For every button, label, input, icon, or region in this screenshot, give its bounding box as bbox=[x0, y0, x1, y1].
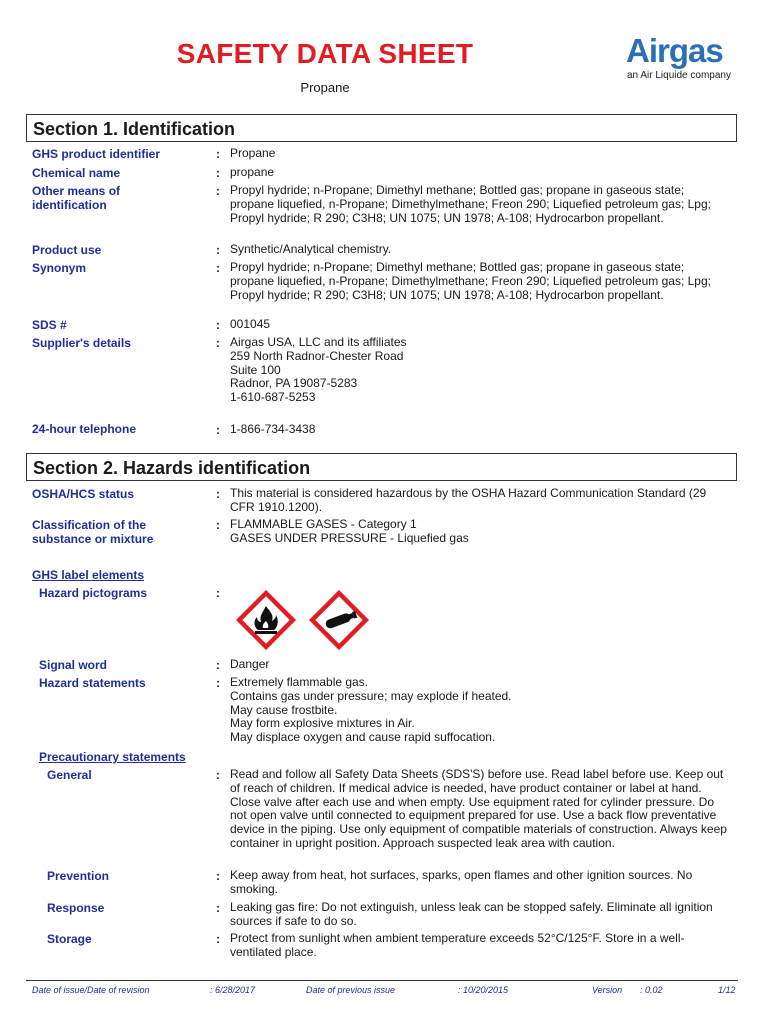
value-chemical-name: propane bbox=[230, 165, 275, 179]
label-24-hour-telephone: 24-hour telephone bbox=[32, 422, 137, 436]
value-general: Read and follow all Safety Data Sheets (SDS'S) before use. Read label before use. Keep out of reach of children. If medical advice is needed, have product container or label at hand. Close valve after each use and when empty. Use equipment rated for cylinder pressure. Do not open valve until connected to equipment prepared for use. Use a back flow preventative device in the piping. Use only equipment of compatible materials of construction. Always keep container in upright position. Approach suspected leak area with caution. bbox=[230, 767, 727, 850]
label-prevention: Prevention bbox=[47, 869, 110, 883]
value-storage: Protect from sunlight when ambient temperature exceeds 52°C/125°F. Store in a well-ventilated place. bbox=[230, 931, 685, 959]
colon: : bbox=[216, 318, 220, 332]
value-product-use: Synthetic/Analytical chemistry. bbox=[230, 242, 392, 256]
ghs-label-elements-heading: GHS label elements bbox=[32, 568, 145, 582]
footer-page-number: 1/12 bbox=[718, 985, 736, 995]
footer-version-value: : 0.02 bbox=[640, 985, 663, 995]
value-ghs-product-identifier: Propane bbox=[230, 146, 276, 160]
footer-issue-label: Date of issue/Date of revision bbox=[32, 985, 150, 995]
colon: : bbox=[216, 676, 220, 690]
value-response: Leaking gas fire: Do not extinguish, unless leak can be stopped safely. Eliminate all ignition sources if safe to do so. bbox=[230, 900, 713, 928]
label-signal-word: Signal word bbox=[39, 658, 108, 672]
flame-pictogram-icon bbox=[236, 590, 296, 650]
value-synonym: Propyl hydride; n-Propane; Dimethyl methane; Bottled gas; propane in gaseous state; propane liquefied, n-Propane; Dimethylmethane; Freon 290; Liquefied petroleum gas; Lpg; Propyl hydride; R 290; C3H8; UN 1075; UN 1978; A-108; Hydrocarbon propellant. bbox=[230, 260, 711, 302]
label-suppliers-details: Supplier's details bbox=[32, 336, 131, 350]
footer-version-label: Version bbox=[592, 985, 623, 995]
section-1-header: Section 1. Identification bbox=[26, 114, 737, 142]
colon: : bbox=[216, 336, 220, 350]
footer-prev-label: Date of previous issue bbox=[306, 985, 396, 995]
document-title: SAFETY DATA SHEET bbox=[176, 38, 474, 69]
label-storage: Storage bbox=[47, 932, 92, 946]
label-other-means: Other means of identification bbox=[32, 184, 121, 212]
gas-cylinder-pictogram-icon bbox=[309, 590, 369, 650]
colon: : bbox=[216, 487, 220, 501]
precautionary-statements-heading: Precautionary statements bbox=[39, 750, 186, 764]
label-classification: Classification of the substance or mixture bbox=[32, 518, 154, 546]
logo-tagline: an Air Liquide company bbox=[627, 70, 731, 81]
colon: : bbox=[216, 768, 220, 782]
footer-prev-value: : 10/20/2015 bbox=[458, 985, 509, 995]
label-product-use: Product use bbox=[32, 243, 102, 257]
logo-wordmark: Airgas bbox=[626, 32, 723, 69]
label-hazard-pictograms: Hazard pictograms bbox=[39, 586, 148, 600]
value-24-hour-telephone: 1-866-734-3438 bbox=[230, 422, 316, 436]
label-osha-hcs-status: OSHA/HCS status bbox=[32, 487, 135, 501]
product-name: Propane bbox=[300, 80, 350, 95]
value-classification: FLAMMABLE GASES - Category 1 GASES UNDER PRESSURE - Liquefied gas bbox=[230, 517, 469, 545]
section-2-header: Section 2. Hazards identification bbox=[26, 453, 737, 481]
colon: : bbox=[216, 261, 220, 275]
colon: : bbox=[216, 147, 220, 161]
colon: : bbox=[216, 166, 220, 180]
value-signal-word: Danger bbox=[230, 657, 270, 671]
value-suppliers-details: Airgas USA, LLC and its affiliates 259 North Radnor-Chester Road Suite 100 Radnor, PA 19087-5283 1-610-687-5253 bbox=[230, 335, 407, 405]
label-ghs-product-identifier: GHS product identifier bbox=[32, 147, 161, 161]
colon: : bbox=[216, 932, 220, 946]
footer-issue-value: : 6/28/2017 bbox=[210, 985, 256, 995]
footer-divider bbox=[26, 980, 738, 981]
label-chemical-name: Chemical name bbox=[32, 166, 121, 180]
colon: : bbox=[216, 423, 220, 437]
value-hazard-statements: Extremely flammable gas. Contains gas under pressure; may explode if heated. May cause frostbite. May form explosive mixtures in Air. May displace oxygen and cause rapid suffocation. bbox=[230, 675, 512, 745]
colon: : bbox=[216, 901, 220, 915]
colon: : bbox=[216, 869, 220, 883]
label-synonym: Synonym bbox=[32, 261, 87, 275]
colon: : bbox=[216, 243, 220, 257]
value-other-means: Propyl hydride; n-Propane; Dimethyl methane; Bottled gas; propane in gaseous state; propane liquefied, n-Propane; Dimethylmethane; Freon 290; Liquefied petroleum gas; Lpg; Propyl hydride; R 290; C3H8; UN 1075; UN 1978; A-108; Hydrocarbon propellant. bbox=[230, 183, 711, 225]
value-sds-number: 001045 bbox=[230, 317, 271, 331]
colon: : bbox=[216, 518, 220, 532]
colon: : bbox=[216, 586, 220, 600]
value-prevention: Keep away from heat, hot surfaces, sparks, open flames and other ignition sources. No smoking. bbox=[230, 868, 693, 896]
colon: : bbox=[216, 184, 220, 198]
label-response: Response bbox=[47, 901, 105, 915]
label-sds-number: SDS # bbox=[32, 318, 67, 332]
colon: : bbox=[216, 658, 220, 672]
company-logo bbox=[626, 34, 744, 81]
label-general: General bbox=[47, 768, 92, 782]
value-osha-hcs-status: This material is considered hazardous by the OSHA Hazard Communication Standard (29 CFR 1910.1200). bbox=[230, 486, 707, 514]
label-hazard-statements: Hazard statements bbox=[39, 676, 146, 690]
